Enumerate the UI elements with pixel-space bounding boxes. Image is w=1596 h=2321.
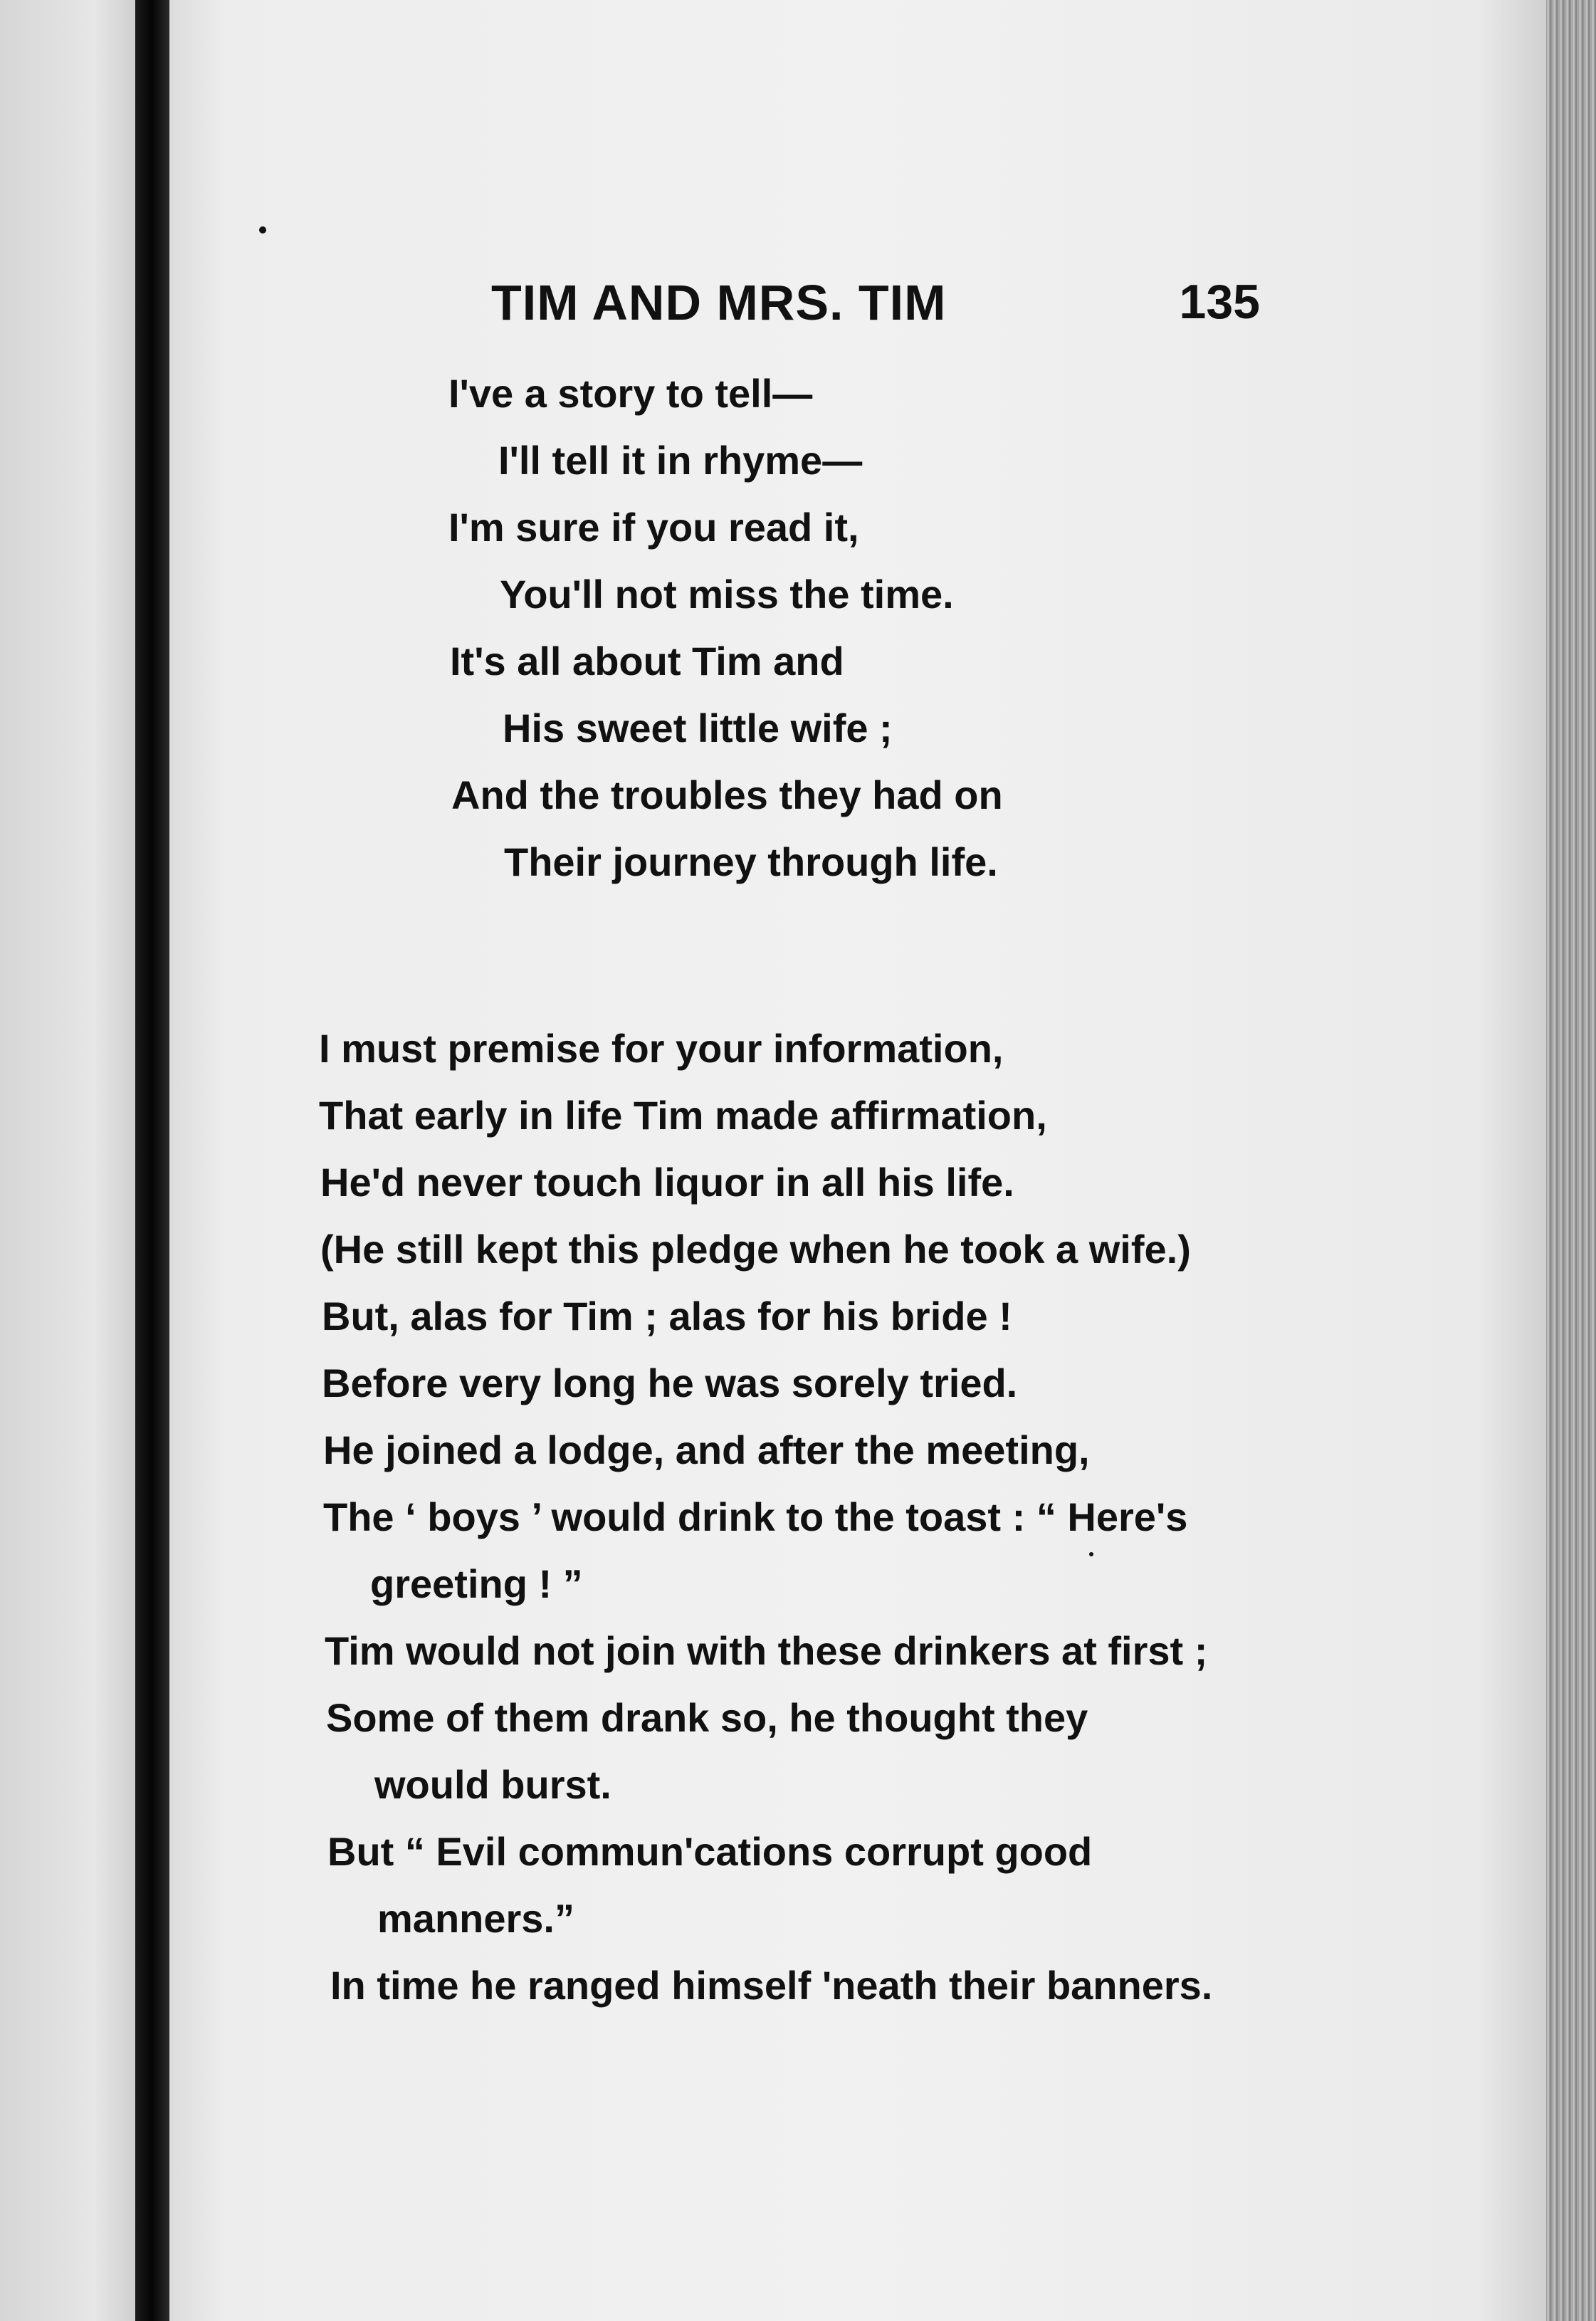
- verse-line: I've a story to tell—: [448, 371, 813, 416]
- verse-line: would burst.: [374, 1762, 611, 1807]
- verse-line: greeting ! ”: [370, 1561, 583, 1606]
- ink-speck: [259, 226, 266, 234]
- verse-line: I'll tell it in rhyme—: [498, 438, 863, 483]
- verse-line: Some of them drank so, he thought they: [326, 1695, 1088, 1740]
- verse-line: The ‘ boys ’ would drink to the toast : “ Here's: [323, 1494, 1188, 1539]
- verse-line: That early in life Tim made affirmation,: [319, 1093, 1047, 1138]
- verse-line: manners.”: [377, 1896, 574, 1941]
- verse-line: But “ Evil commun'cations corrupt good: [327, 1829, 1093, 1874]
- page-stack-edge: [1546, 0, 1596, 2321]
- page-number: 135: [1179, 275, 1260, 329]
- ink-speck: [1089, 1552, 1093, 1556]
- verse-line: He'd never touch liquor in all his life.: [320, 1160, 1014, 1205]
- verse-line: Before very long he was sorely tried.: [322, 1361, 1018, 1405]
- running-header: [491, 274, 1260, 338]
- verse-line: It's all about Tim and: [450, 639, 844, 683]
- verse-line: His sweet little wife ;: [503, 706, 893, 750]
- verse-line: You'll not miss the time.: [500, 572, 954, 617]
- verse-line: (He still kept this pledge when he took a wife.): [320, 1227, 1191, 1272]
- verse-line: Their journey through life.: [504, 839, 998, 884]
- verse-line: But, alas for Tim ; alas for his bride !: [322, 1294, 1012, 1338]
- book-gutter: [135, 0, 169, 2321]
- verse-line: In time he ranged himself 'neath their banners.: [330, 1963, 1213, 2008]
- verse-line: And the troubles they had on: [451, 772, 1003, 817]
- facing-page-edge: [0, 0, 135, 2321]
- verse-line: Tim would not join with these drinkers at first ;: [325, 1628, 1208, 1673]
- running-title: TIM AND MRS. TIM: [491, 275, 947, 330]
- verse-line: I'm sure if you read it,: [448, 505, 859, 550]
- verse-line: He joined a lodge, and after the meeting,: [323, 1427, 1090, 1472]
- verse-line: I must premise for your information,: [319, 1026, 1004, 1071]
